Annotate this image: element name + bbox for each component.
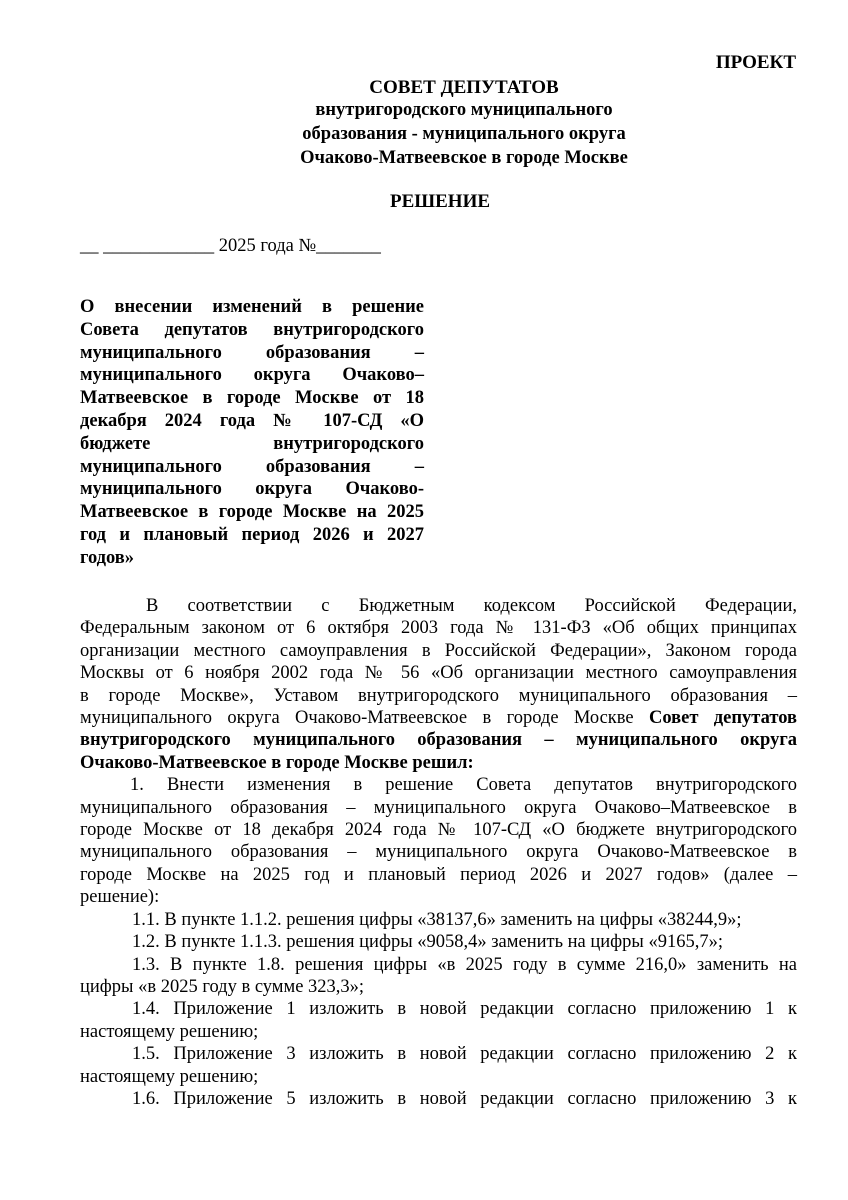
council-subtitle xyxy=(0,98,848,170)
council-title: СОВЕТ ДЕПУТАТОВ xyxy=(369,77,559,98)
body-line: городе Москве на 2025 год и плановый период 2026 и 2027 годов» (далее – xyxy=(80,864,797,885)
body-line: муниципального образования – муниципального округа Очаково-Матвеевское в xyxy=(80,842,797,863)
body-line: настоящему решению; xyxy=(80,1021,259,1042)
decision-title: РЕШЕНИЕ xyxy=(389,191,491,212)
decision-body xyxy=(80,595,797,1110)
body-line: организации местного самоуправления в Российской Федерации», Законом города xyxy=(80,640,797,661)
subject-line: муниципального образования – xyxy=(80,342,424,363)
body-line: внутригородского муниципального образования – муниципального округа xyxy=(80,730,797,751)
subject-line: годов» xyxy=(80,547,135,568)
subject-line: бюджете внутригородского xyxy=(80,433,424,454)
body-line-with-bold xyxy=(80,707,797,729)
subject-line: год и плановый период 2026 и 2027 xyxy=(80,524,424,545)
body-line: 1.5. Приложение 3 изложить в новой редакции согласно приложению 2 к xyxy=(132,1044,797,1065)
body-line: городе Москве от 18 декабря 2024 года № 107-СД «О бюджете внутригородского xyxy=(80,820,797,841)
subject-line: муниципального образования – xyxy=(80,456,424,477)
council-subtitle-line: Очаково-Матвеевское в городе Москве xyxy=(300,148,628,168)
body-line: Федеральным законом от 6 октября 2003 года № 131-ФЗ «Об общих принципах xyxy=(80,618,797,639)
body-line: 1.1. В пункте 1.1.2. решения цифры «38137,6» заменить на цифры «38244,9»; xyxy=(132,909,742,930)
subject-line: муниципального округа Очаково- xyxy=(80,479,424,500)
body-line: настоящему решению; xyxy=(80,1066,259,1087)
body-line: Очаково-Матвеевское в городе Москве решил: xyxy=(80,752,474,773)
decision-subject xyxy=(80,296,424,570)
body-line: 1. Внести изменения в решение Совета депутатов внутригородского xyxy=(130,775,797,796)
subject-line: Матвеевское в городе Москве на 2025 xyxy=(80,502,424,523)
body-line: 1.4. Приложение 1 изложить в новой редакции согласно приложению 1 к xyxy=(132,999,797,1020)
body-line: 1.6. Приложение 5 изложить в новой редакции согласно приложению 3 к xyxy=(132,1088,797,1109)
date-number-line: __ ____________ 2025 года №_______ xyxy=(80,236,381,256)
body-line: В соответствии с Бюджетным кодексом Российской Федерации, xyxy=(146,596,797,616)
council-subtitle-line: внутригородского муниципального xyxy=(315,100,613,120)
body-line: 1.2. В пункте 1.1.3. решения цифры «9058,4» заменить на цифры «9165,7»; xyxy=(132,932,723,953)
subject-line: Совета депутатов внутригородского xyxy=(80,319,424,340)
subject-line: декабря 2024 года № 107-СД «О xyxy=(80,410,424,431)
draft-stamp: ПРОЕКТ xyxy=(715,52,796,73)
body-line: Москвы от 6 ноября 2002 года № 56 «Об организации местного самоуправления xyxy=(80,663,797,684)
body-line: в городе Москве», Уставом внутригородского муниципального образования – xyxy=(80,685,797,706)
subject-line: Матвеевское в городе Москве от 18 xyxy=(80,388,424,409)
body-bold-text: Совет депутатов xyxy=(649,708,797,729)
subject-line: О внесении изменений в решение xyxy=(80,297,424,317)
subject-line: муниципального округа Очаково– xyxy=(80,365,424,386)
body-line-text: муниципального округа Очаково-Матвеевское в городе Москве xyxy=(80,708,634,729)
council-subtitle-line: образования - муниципального округа xyxy=(302,124,626,144)
body-line: 1.3. В пункте 1.8. решения цифры «в 2025 году в сумме 216,0» заменить на xyxy=(132,954,797,975)
body-line: цифры «в 2025 году в сумме 323,3»; xyxy=(80,976,365,997)
body-line: муниципального образования – муниципального округа Очаково–Матвеевское в xyxy=(80,797,797,818)
body-line: решение): xyxy=(80,887,160,908)
